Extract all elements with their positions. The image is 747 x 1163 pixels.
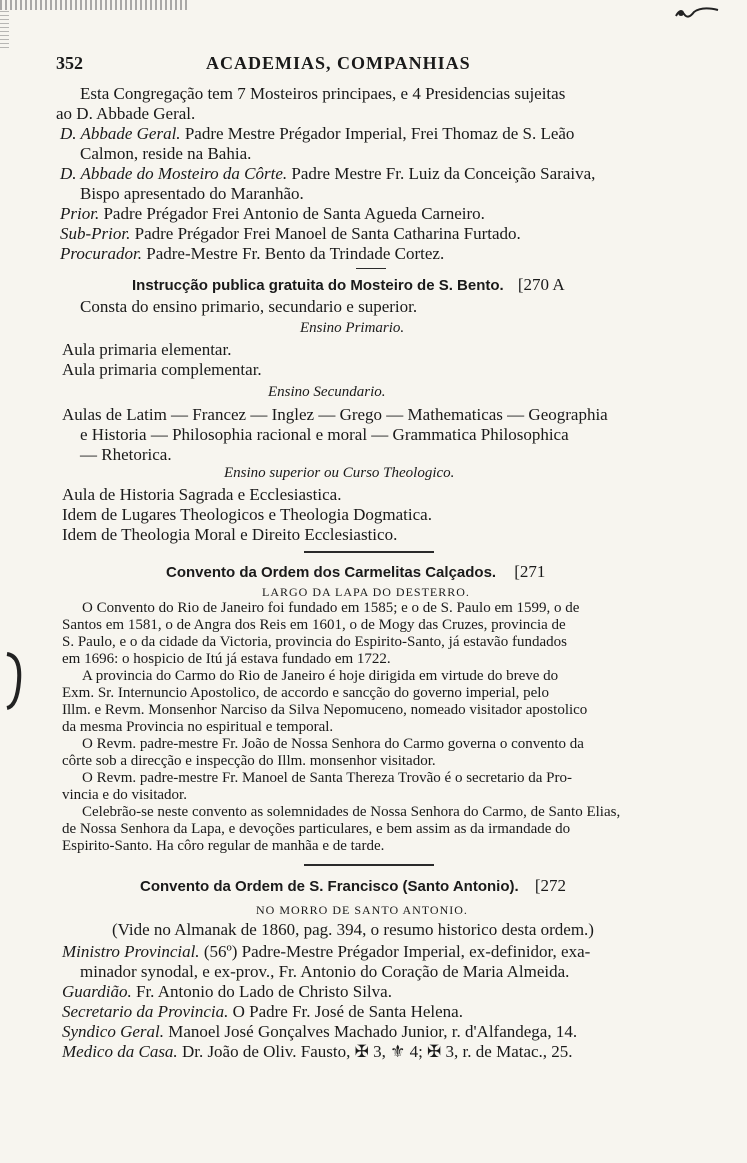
syndico-entry [62,1022,577,1042]
section-heading-carmelitas [166,562,545,582]
congregation-intro: ao D. Abbade Geral. [56,104,196,123]
paragraph-line: Celebrão-se neste convento as solemnidades de Nossa Senhora do Carmo, de Santo Elias, [82,804,621,820]
medico-entry [62,1042,573,1062]
binding-mark-icon [3,652,25,710]
section-title: Instrucção publica gratuita do Mosteiro de S. Bento. [132,277,504,294]
reference-note: (Vide no Almanak de 1860, pag. 394, o resumo historico desta ordem.) [112,920,594,939]
list-item: e Historia — Philosophia racional e moral — Grammatica Philosophica [80,425,569,444]
page-number: 352 [56,53,83,73]
role-holder: Padre Mestre Prégador Imperial, Frei Thomaz de S. Leão [184,124,575,143]
role-label: Ministro Provincial. [62,942,200,961]
subheading-primario: Ensino Primario. [300,320,405,336]
section-number: [272 [534,876,566,895]
paragraph-line: da mesma Provincia no espiritual e temporal. [62,719,334,735]
section-number: [270 A [517,275,565,294]
paragraph-line: Illm. e Revm. Monsenhor Narciso da Silva Nepomuceno, nomeado visitador apostolico [62,702,588,718]
role-label: Syndico Geral. [62,1022,164,1041]
role-label: D. Abbade do Mosteiro da Côrte. [60,164,288,183]
role-holder: Padre-Mestre Fr. Bento da Trindade Cortez. [146,244,445,263]
role-holder: Fr. Antonio do Lado de Christo Silva. [136,982,392,1001]
prior-entry [60,204,485,224]
section-title: Convento da Ordem dos Carmelitas Calçados. [166,564,497,581]
section-divider [356,268,386,269]
role-label: Guardião. [62,982,132,1001]
section-address: LARGO DA LAPA DO DESTERRO. [262,585,470,599]
paragraph-line: côrte sob a direcção e inspecção do Illm. monsenhor visitador. [62,753,436,769]
paragraph-line: S. Paulo, e o da cidade da Victoria, provincia do Espirito-Santo, já estavão fundados [62,634,567,650]
section-divider [304,864,434,866]
section-divider [304,551,434,553]
abbade-corte-entry: Bispo apresentado do Maranhão. [80,184,304,203]
role-label: Sub-Prior. [60,224,131,243]
list-item: Idem de Lugares Theologicos e Theologia Dogmatica. [62,505,432,524]
role-holder: Padre Prégador Frei Manoel de Santa Catharina Furtado. [134,224,521,243]
abbade-geral-entry: Calmon, reside na Bahia. [80,144,252,163]
instrucao-intro: Consta do ensino primario, secundario e superior. [80,297,418,316]
subheading-superior: Ensino superior ou Curso Theologico. [224,465,455,481]
role-label: Procurador. [60,244,143,263]
section-title: Convento da Ordem de S. Francisco (Santo Antonio). [140,878,519,895]
list-item: Aula primaria complementar. [62,360,262,379]
role-holder: (56º) Padre-Mestre Prégador Imperial, ex-definidor, exa- [203,942,591,961]
paragraph-line: O Revm. padre-mestre Fr. Manoel de Santa Thereza Trovão é o secretario da Pro- [82,770,572,786]
scan-edge-artifact [0,10,9,48]
paragraph-line: Exm. Sr. Internuncio Apostolico, de accordo e sancção do governo imperial, pelo [62,685,549,701]
role-label: Prior. [60,204,100,223]
paragraph-line: Espirito-Santo. Ha côro regular de manhãa e de tarde. [62,838,385,854]
section-address: NO MORRO DE SANTO ANTONIO. [256,903,468,917]
role-label: Secretario da Provincia. [62,1002,229,1021]
paragraph-line: O Revm. padre-mestre Fr. João de Nossa Senhora do Carmo governa o convento da [82,736,584,752]
ministro-entry: minador synodal, e ex-prov., Fr. Antonio do Coração de Maria Almeida. [80,962,570,981]
abbade-geral-entry [60,124,574,144]
role-holder: Manoel José Gonçalves Machado Junior, r. d'Alfandega, 14. [168,1022,578,1041]
section-heading-franciscanos [140,876,566,896]
congregation-intro: Esta Congregação tem 7 Mosteiros principaes, e 4 Presidencias sujeitas [80,84,566,103]
section-heading-instrucao [132,275,565,295]
abbade-corte-entry [60,164,595,184]
role-holder: O Padre Fr. José de Santa Helena. [232,1002,463,1021]
list-item: Aulas de Latim — Francez — Inglez — Grego — Mathematicas — Geographia [62,405,608,424]
paragraph-line: Santos em 1581, o de Angra dos Reis em 1601, o de Mogy das Cruzes, provincia de [62,617,566,633]
list-item: — Rhetorica. [80,445,172,464]
guardiao-entry [62,982,392,1002]
role-label: D. Abbade Geral. [60,124,181,143]
subheading-secundario: Ensino Secundario. [268,384,386,400]
paragraph-line: em 1696: o hospicio de Itú já estava fundado em 1722. [62,651,391,667]
paragraph-line: vincia e do visitador. [62,787,187,803]
ministro-entry [62,942,590,962]
role-label: Medico da Casa. [62,1042,178,1061]
role-holder: Padre Prégador Frei Antonio de Santa Agueda Carneiro. [103,204,485,223]
role-holder: Dr. João de Oliv. Fausto, ✠ 3, ⚜ 4; ✠ 3, r. de Matac., 25. [181,1042,573,1061]
role-holder: Padre Mestre Fr. Luiz da Conceição Saraiva, [291,164,596,183]
list-item: Aula primaria elementar. [62,340,232,359]
running-title: ACADEMIAS, COMPANHIAS [206,53,471,73]
list-item: Aula de Historia Sagrada e Ecclesiastica. [62,485,342,504]
list-item: Idem de Theologia Moral e Direito Ecclesiastico. [62,525,398,544]
scan-edge-artifact [0,0,190,10]
paragraph-line: O Convento do Rio de Janeiro foi fundado em 1585; e o de S. Paulo em 1599, o de [82,600,580,616]
secretario-entry [62,1002,463,1022]
paragraph-line: de Nossa Senhora da Lapa, e devoções particulares, e bem assim as da irmandade do [62,821,571,837]
procurador-entry [60,244,444,264]
subprior-entry [60,224,521,244]
section-number: [271 [514,562,546,581]
paragraph-line: A provincia do Carmo do Rio de Janeiro é hoje dirigida em virtude do breve do [82,668,559,684]
ink-mark-icon [672,4,722,24]
